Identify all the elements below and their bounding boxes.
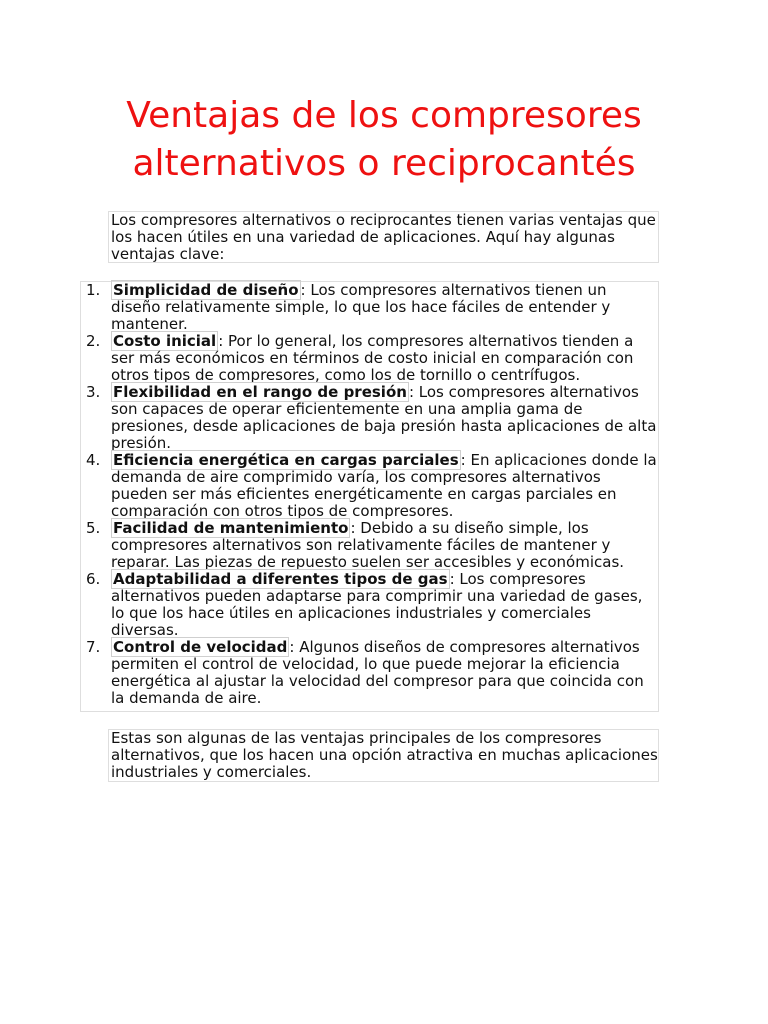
list-item [81,571,658,639]
list-item-term: Eficiencia energética en cargas parciales [113,451,459,469]
list-item-text: : Debido a su diseño simple, los compresores alternativos son relativamente fáciles de mantener y reparar. Las piezas de repuesto suelen ser accesibles y económicas. [111,519,625,571]
list-item-text: : Algunos diseños de compresores alternativos permiten el control de velocidad, lo que puede mejorar la eficiencia energética al ajustar la velocidad del compresor para que coincida con la demanda de aire. [111,638,644,707]
list-item-number: 7. [86,638,101,656]
list-item [81,452,658,520]
list-item [81,282,658,333]
list-item-text: : Por lo general, los compresores alternativos tienden a ser más económicos en términos de costo inicial en comparación con otros tipos de compresores, como los de tornillo o centrífugos. [111,332,634,384]
closing-paragraph: Estas son algunas de las ventajas principales de los compresores alternativos, que los hacen una opción atractiva en muchas aplicaciones industriales y comerciales. [111,729,658,781]
list-item-term: Flexibilidad en el rango de presión [113,383,407,401]
list-item-number: 1. [86,281,101,299]
list-item-text: : Los compresores alternativos pueden adaptarse para comprimir una variedad de gases, lo que los hace útiles en aplicaciones industriales y comerciales diversas. [111,570,643,639]
list-item-number: 2. [86,332,101,350]
list-item [81,520,658,571]
advantages-list [81,282,658,707]
list-item [81,384,658,452]
list-item-number: 4. [86,451,101,469]
list-item-text: : Los compresores alternativos tienen un diseño relativamente simple, lo que los hace fáciles de entender y mantener. [111,281,611,333]
list-item [81,333,658,384]
page-title: Ventajas de los compresores alternativos o reciprocantés [126,95,642,184]
closing-paragraph-box [108,729,659,782]
list-item-text: : En aplicaciones donde la demanda de aire comprimido varía, los compresores alternativos pueden ser más eficientes energéticamente en cargas parciales en comparación con otros tipos de compresores. [111,451,657,520]
list-item-term: Adaptabilidad a diferentes tipos de gas [113,570,448,588]
list-item-term: Costo inicial [113,332,217,350]
list-item-number: 3. [86,383,101,401]
intro-paragraph: Los compresores alternativos o reciprocantes tienen varias ventajas que los hacen útiles en una variedad de aplicaciones. Aquí hay algunas ventajas clave: [111,211,656,263]
advantages-list-box [80,281,659,712]
list-item [81,639,658,707]
list-item-term: Facilidad de mantenimiento [113,519,349,537]
list-item-text: : Los compresores alternativos son capaces de operar eficientemente en una amplia gama de presiones, desde aplicaciones de baja presión hasta aplicaciones de alta presión. [111,383,657,452]
list-item-number: 5. [86,519,101,537]
list-item-term: Control de velocidad [113,638,288,656]
list-item-term: Simplicidad de diseño [113,281,299,299]
intro-paragraph-box [108,211,659,263]
list-item-number: 6. [86,570,101,588]
